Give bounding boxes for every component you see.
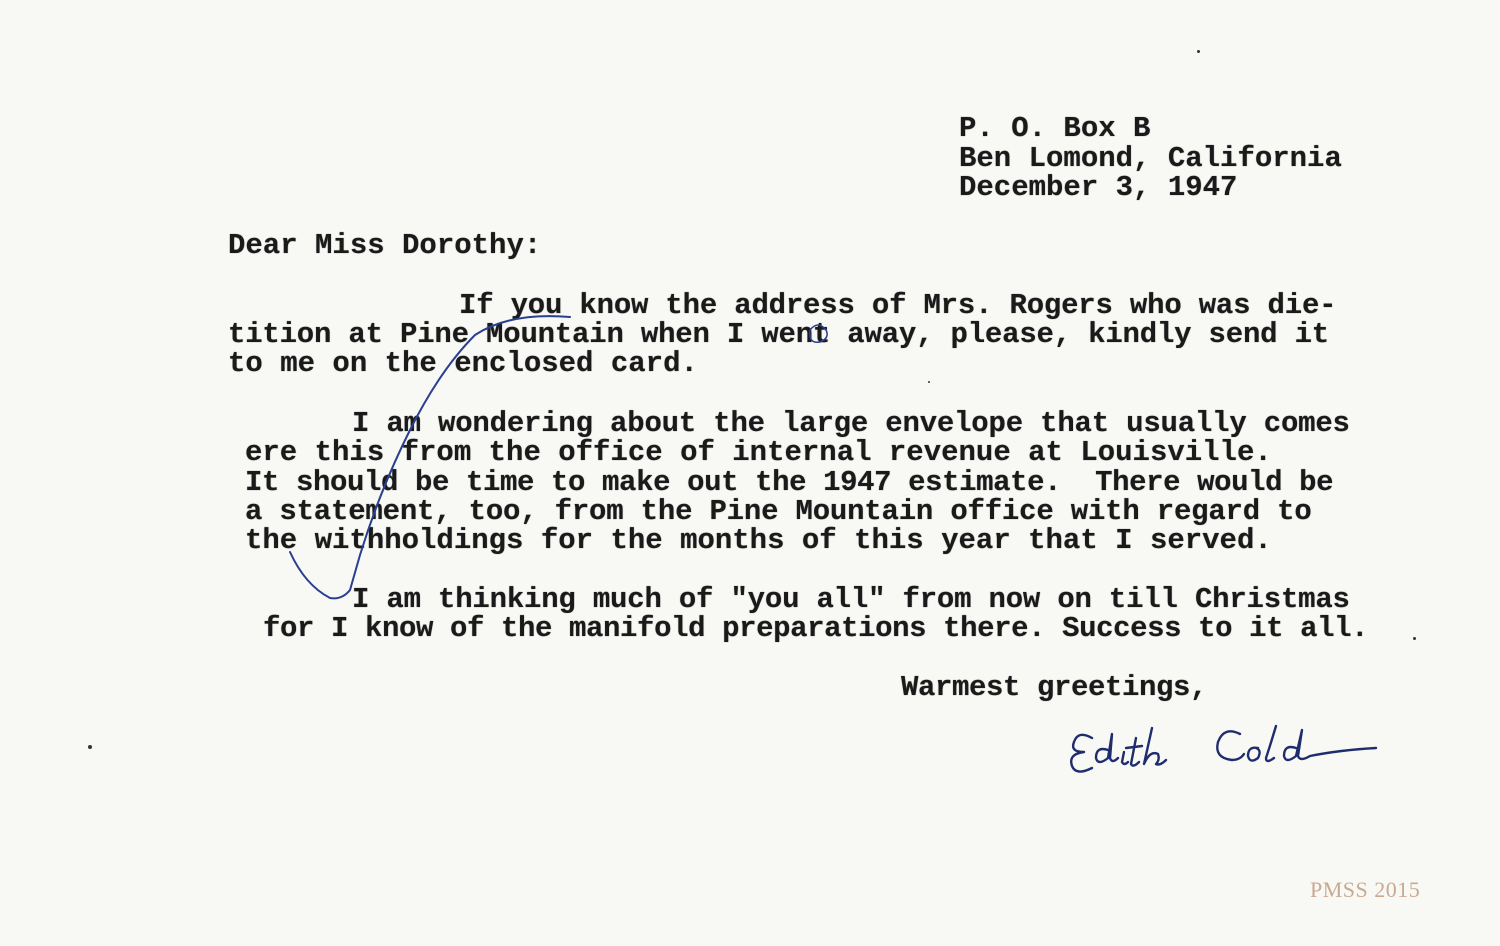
address-line-1: P. O. Box B <box>959 112 1151 145</box>
paragraph-1-line-2: tition at Pine Mountain when I went away, please, kindly send it <box>228 318 1329 351</box>
paragraph-2-line-1: I am wondering about the large envelope that usually comes <box>352 407 1350 440</box>
date-line: December 3, 1947 <box>959 171 1238 204</box>
paragraph-3-line-1: I am thinking much of "you all" from now on till Christmas <box>352 583 1350 616</box>
paragraph-2-line-4: a statement, too, from the Pine Mountain office with regard to <box>245 495 1312 528</box>
paragraph-3-line-2: for I know of the manifold preparations there. Success to it all. <box>263 612 1369 645</box>
paragraph-1-line-1: If you know the address of Mrs. Rogers who was die- <box>459 289 1337 322</box>
paragraph-2-line-2: ere this from the office of internal revenue at Louisville. <box>245 436 1272 469</box>
signature-edith-cold <box>1071 726 1376 772</box>
paragraph-2-line-3: It should be time to make out the 1947 estimate. There would be <box>245 466 1334 499</box>
paper-speck <box>1413 637 1416 640</box>
closing: Warmest greetings, <box>901 671 1208 704</box>
paragraph-2-line-5: the withholdings for the months of this year that I served. <box>245 524 1272 557</box>
paper-speck <box>88 745 92 749</box>
paper-speck <box>1197 50 1200 53</box>
address-line-2: Ben Lomond, California <box>959 142 1342 175</box>
archive-watermark: PMSS 2015 <box>1310 877 1421 902</box>
paragraph-1-line-3: to me on the enclosed card. <box>228 347 698 380</box>
salutation: Dear Miss Dorothy: <box>228 229 542 262</box>
paper-speck <box>928 381 930 383</box>
